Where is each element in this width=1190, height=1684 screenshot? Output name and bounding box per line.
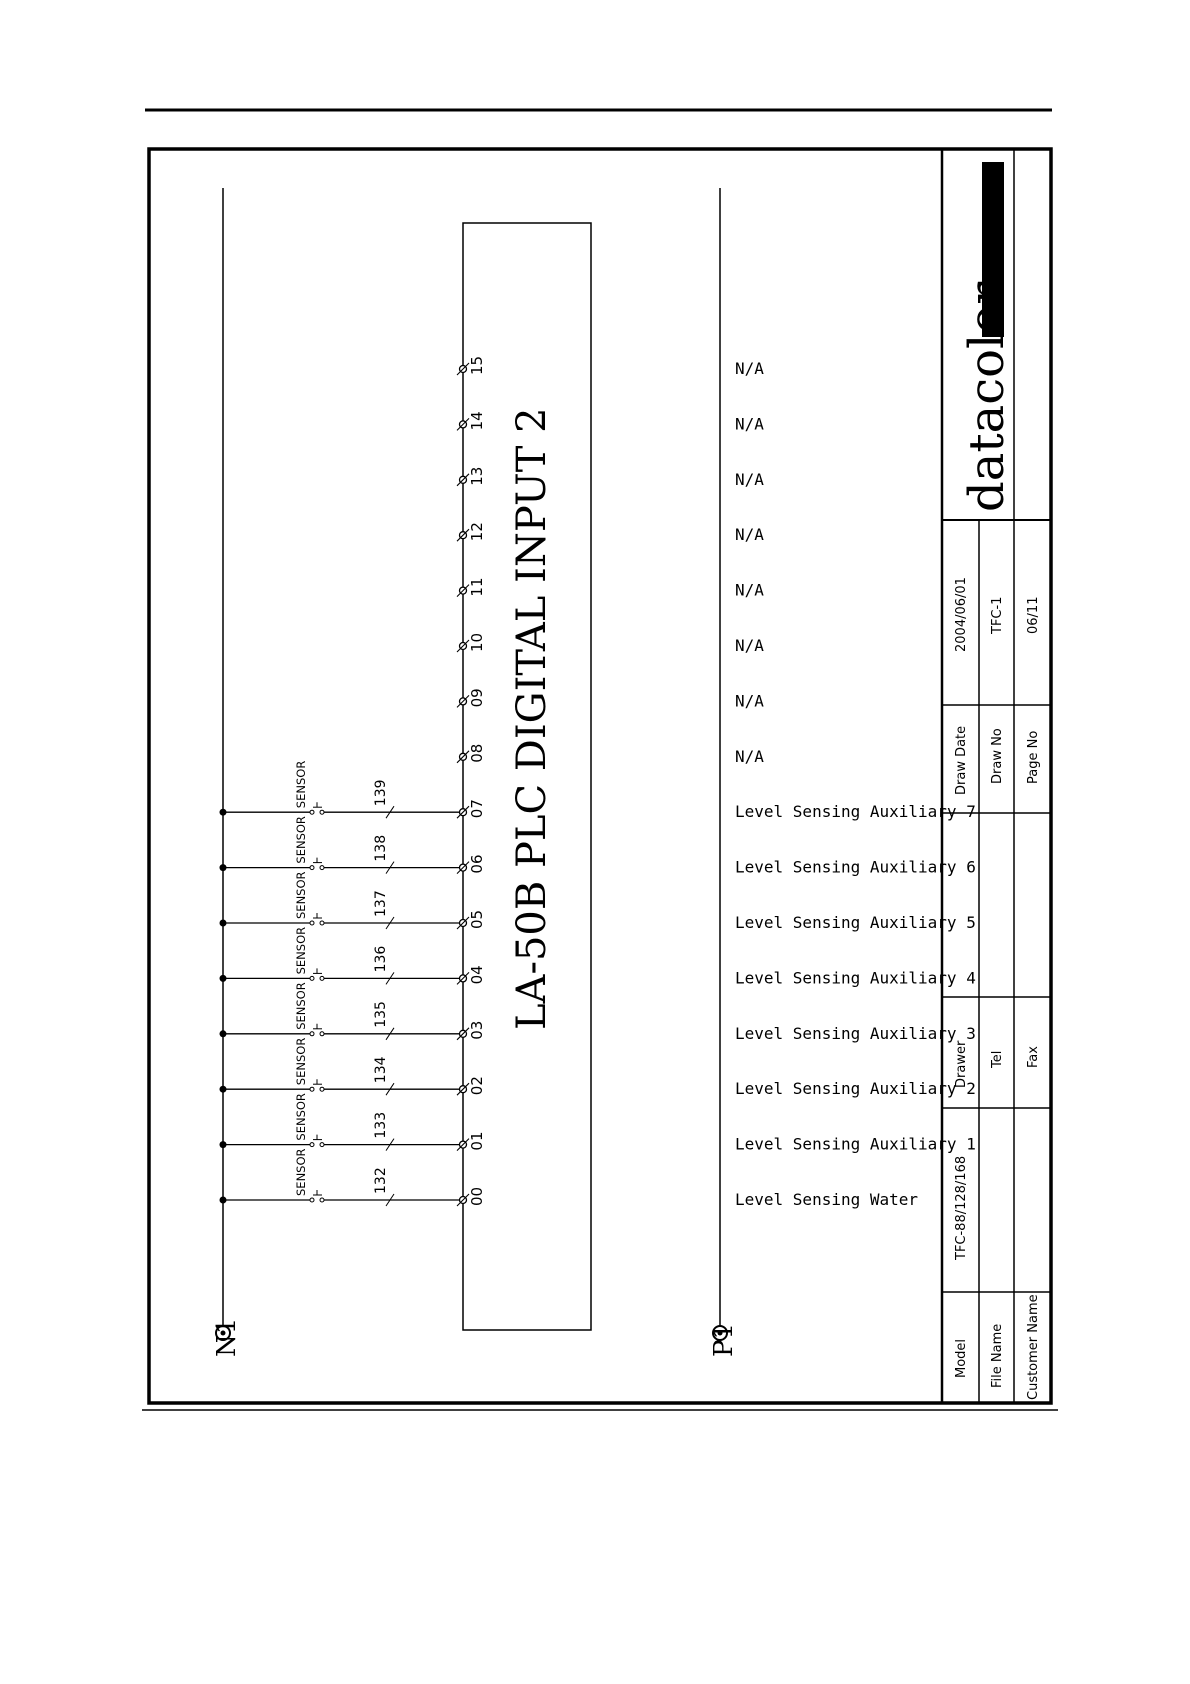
input-description: Level Sensing Water (735, 1190, 919, 1209)
tel-label: Tel (990, 1050, 1005, 1068)
switch-contact (310, 921, 314, 925)
input-description: Level Sensing Auxiliary 6 (735, 857, 976, 877)
file-name-label: File Name (990, 1323, 1005, 1388)
drawing-border (149, 149, 1051, 1403)
terminal-number: 08 (468, 743, 486, 763)
wire-number: 135 (373, 1001, 389, 1028)
input-description: Level Sensing Auxiliary 7 (735, 802, 976, 822)
draw-no-label: Draw No (990, 728, 1005, 784)
input-description: Level Sensing Auxiliary 3 (735, 1023, 976, 1043)
terminal-number: 07 (468, 799, 486, 819)
model-label: Model (954, 1338, 969, 1378)
terminal-number: 11 (468, 577, 486, 597)
wire-number: 137 (373, 890, 389, 917)
input-description: Level Sensing Auxiliary 5 (735, 913, 976, 932)
plc-module-title: LA-50B PLC DIGITAL INPUT 2 (509, 407, 555, 1030)
switch-contact (310, 810, 314, 814)
draw-no-value: TFC-1 (990, 596, 1005, 634)
terminal-number: 13 (468, 466, 486, 486)
terminal-number: 14 (468, 411, 486, 431)
terminal-number: 12 (468, 522, 486, 542)
input-description: Level Sensing Auxiliary 1 (735, 1134, 976, 1154)
wire-number: 132 (373, 1167, 389, 1194)
input-description: N/A (735, 359, 764, 378)
page-no-label: Page No (1026, 730, 1041, 784)
terminal-number: 04 (468, 965, 486, 985)
input-description: N/A (735, 691, 764, 711)
terminal-number: 05 (468, 909, 486, 929)
terminal-number: 01 (468, 1131, 486, 1151)
device-label: SENSOR (294, 1148, 308, 1196)
switch-contact (320, 976, 324, 980)
switch-contact (320, 866, 324, 870)
device-label: SENSOR (294, 871, 308, 919)
terminal-number: 10 (468, 632, 486, 652)
input-description: Level Sensing Auxiliary 4 (735, 968, 976, 988)
n1-label: N1 (212, 1317, 242, 1357)
device-label: SENSOR (294, 760, 308, 809)
draw-date-label: Draw Date (954, 725, 969, 795)
device-label: SENSOR (294, 1037, 308, 1086)
switch-contact (320, 1143, 324, 1147)
switch-contact (310, 1198, 314, 1202)
switch-contact (310, 1032, 314, 1036)
device-label: SENSOR (294, 1093, 308, 1141)
switch-contact (310, 1143, 314, 1147)
switch-contact (320, 921, 324, 925)
switch-contact (310, 1087, 314, 1091)
switch-contact (310, 866, 314, 870)
input-description: Level Sensing Auxiliary 2 (735, 1079, 976, 1099)
brand-logo-text: datacolor (959, 281, 1015, 512)
model-value: TFC-88/128/168 (954, 1155, 969, 1260)
switch-contact (320, 1087, 324, 1091)
switch-contact (310, 976, 314, 980)
switch-contact (320, 1198, 324, 1202)
terminal-number: 00 (468, 1186, 486, 1206)
terminal-number: 03 (468, 1020, 486, 1040)
device-label: SENSOR (294, 926, 308, 975)
switch-contact (320, 1032, 324, 1036)
fax-label: Fax (1026, 1046, 1041, 1068)
draw-date-value: 2004/06/01 (954, 577, 969, 652)
input-rungs (220, 356, 976, 1209)
device-label: SENSOR (294, 982, 308, 1030)
p1-label: P1 (709, 1322, 739, 1357)
terminal-number: 15 (468, 355, 486, 375)
input-description: N/A (735, 414, 764, 434)
input-description: N/A (735, 469, 764, 489)
switch-contact (320, 810, 324, 814)
wire-number: 134 (373, 1056, 389, 1084)
input-description: N/A (735, 580, 764, 600)
page-no-value: 06/11 (1026, 596, 1041, 634)
wire-number: 136 (373, 945, 389, 973)
input-description: N/A (735, 746, 764, 766)
terminal-number: 09 (468, 688, 486, 708)
input-description: N/A (735, 525, 764, 545)
wire-number: 133 (373, 1111, 389, 1139)
device-label: SENSOR (294, 816, 308, 864)
customer-name-label: Customer Name (1026, 1294, 1041, 1400)
drawer-label: Drawer (954, 1040, 969, 1088)
terminal-number: 06 (468, 854, 486, 874)
wire-number: 138 (373, 834, 389, 862)
terminal-number: 02 (468, 1076, 486, 1096)
wire-number: 139 (373, 779, 389, 807)
input-description: N/A (735, 636, 764, 655)
